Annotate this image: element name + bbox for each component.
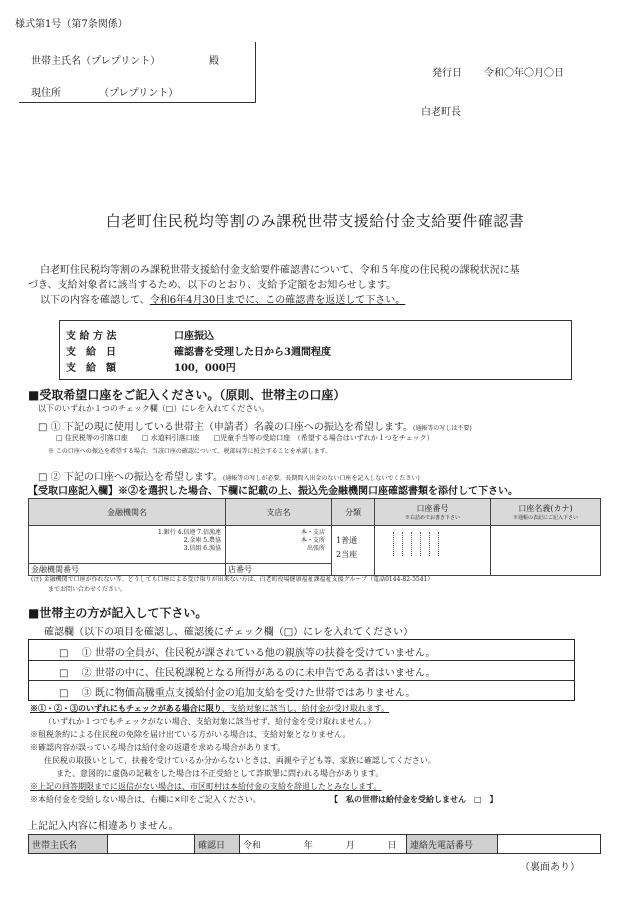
confirm-checkbox-2[interactable]: □ [59, 668, 69, 679]
sig-name-field[interactable] [108, 835, 195, 854]
sig-phone-label: 連絡先電話番号 [407, 835, 498, 854]
col-account-number-note: ※右詰めでお書き下さい [404, 515, 460, 521]
account-holder-cell[interactable] [491, 526, 601, 576]
note-2: （いずれか１つでもチェックがない場合、支給対象に該当せず、給付金を受け取れません。） [44, 717, 376, 726]
col-account-holder-note: ※通帳の表記にご記入下さい [512, 515, 578, 521]
sig-date-field[interactable] [240, 835, 407, 854]
sig-year: 年 [303, 840, 313, 851]
bank-account-table [28, 498, 601, 576]
intro-deadline: 令和6年4月30日までに、この確認書を返送して下さい。 [149, 295, 406, 306]
branch-types-3: 出張所 [306, 545, 325, 552]
payment-amount-label: 支 給 額 [66, 363, 116, 374]
bank-types-2: 2.金庫 5.農協 [183, 537, 221, 544]
confirm-text-3: ③ 既に物価高騰重点支援給付金の追加支給を受けた世帯ではありません。 [81, 688, 416, 699]
option1-checkbox[interactable]: □ [38, 422, 48, 433]
note-6: また、意図的に虚偽の記載をした場合は不正受給として詐欺罪に問われる場合があります。 [56, 769, 384, 778]
bank-types-3: 3.信組 6.漁協 [183, 545, 221, 552]
note-4: ※確認内容が誤っている場合は給付金の返還を求める場合があります。 [30, 743, 286, 752]
confirm-text-1: ① 世帯の全員が、住民税が課されている他の親族等の扶養を受けていません。 [81, 648, 436, 659]
confirm-item-3[interactable] [59, 684, 415, 699]
confirm-item-1[interactable] [59, 644, 435, 659]
option1-sub-options[interactable]: □ 住民税等の引落口座 □ 水道料引落口座 □児童手当等の受給口座 （希望する場合はいずれか１つをチェック） [56, 434, 434, 442]
payment-info-box [59, 320, 572, 380]
note-5: 住民税の取扱いとして、扶養を受けているか分からないときは、両親や子ども等、家族に確認してください。 [44, 756, 436, 765]
issuer-mayor: 白老町長 [421, 107, 461, 118]
option2-checkbox[interactable]: □ [38, 472, 48, 483]
col-account-type: 分類 [332, 499, 375, 526]
option2-row [38, 468, 420, 483]
branch-name-cell[interactable] [226, 526, 332, 564]
col-account-holder-label: 口座名義(カナ) [518, 504, 573, 513]
sig-era: 令和 [243, 840, 262, 851]
option2-text: ② 下記の口座への振込を希望します。 [50, 472, 224, 483]
confirm-checkbox-3[interactable]: □ [59, 688, 69, 699]
address-value: （プレプリント） [99, 88, 179, 99]
col-bank-name: 金融機関名 [29, 499, 226, 526]
note-7: ※上記の回答期限までに返信がない場合は、市区町村は本給付金の支給を辞退したとみなします。 [30, 782, 382, 791]
payment-date-value: 確認書を受理した日から3週間程度 [174, 347, 331, 358]
addressee-name: 世帯主氏名（プレプリント） [31, 56, 161, 67]
section2-heading: ■世帯主の方が記入して下さい。 [28, 606, 208, 620]
option1-note: (通帳等の写しは不要) [413, 425, 472, 432]
confirm-text-2: ② 世帯の中に、住民税課税となる所得があるのに未申告である者はいません。 [81, 668, 436, 679]
bank-note-2: までお問い合わせください。 [48, 586, 127, 593]
signature-table [28, 834, 601, 854]
option1-row [38, 418, 472, 433]
payment-amount-row [66, 359, 236, 374]
bank-note-1: (注) 金融機関で口座が作れない等、どうしても口座による受け取りが出来ない方は、白老町役場健康福祉課福祉支援グループ（電話0144-82-5541） [31, 576, 434, 583]
decline-box[interactable]: 【 私の世帯は給付金を受給しません □ 】 [330, 794, 498, 804]
addressee-box [19, 42, 256, 103]
note-1 [30, 703, 389, 714]
account-type-2: 2当座 [336, 550, 358, 559]
honorific: 殿 [209, 56, 219, 67]
confirm-checkbox-1[interactable]: □ [59, 648, 69, 659]
section1-heading: ■受取希望口座をご記入ください。（原則、世帯主の口座） [28, 388, 346, 402]
col-branch-name: 支店名 [226, 499, 332, 526]
intro-line-1: 白老町住民税均等割のみ課税世帯支援給付金支給要件確認書について、令和５年度の住民税の課税状況に基 [40, 265, 520, 276]
account-type-cell[interactable] [332, 526, 375, 576]
account-number-cell[interactable] [375, 526, 491, 576]
note-8: ※本給付金を受給しない場合は、右欄に×印をご記入ください。 [30, 795, 261, 804]
bank-types-1: 1.銀行 4.信連 7.信漁連 [158, 529, 221, 536]
intro-line-3-prefix: 以下の内容を確認して、 [40, 295, 150, 306]
section2-instruction: 確認欄（以下の項目を確認し、確認後にチェック欄（□）にレを入れてください） [44, 627, 414, 638]
bank-code-label: 金融機関番号 [31, 565, 79, 574]
issue-date-label: 発行日 [432, 68, 462, 79]
payment-amount-value: 100，000円 [174, 363, 236, 374]
address-label: 現住所 [31, 88, 61, 99]
sig-phone-field[interactable] [498, 835, 601, 854]
branch-types-2: 本・支所 [300, 537, 325, 544]
section1-instruction: 以下のいずれか１つのチェック欄（□）にレを入れてください。 [38, 404, 270, 413]
option1-notice: ※ この口座への振込を希望する場合、当該口座の確認について、税部局等に照会することを承諾します。 [48, 448, 332, 455]
intro-line-3 [40, 291, 405, 306]
issue-date-value: 令和〇年〇月〇日 [484, 68, 564, 79]
intro-line-2: づき、支給対象者に該当するため、以下のとおり、支給予定額をお知らせします。 [28, 280, 397, 291]
branch-types-1: 本・支店 [300, 529, 325, 536]
payment-method-label: 支 給 方 法 [66, 331, 117, 342]
payment-date-row [66, 343, 331, 358]
col-account-holder [491, 499, 601, 526]
confirmation-checklist [28, 639, 575, 701]
page-title: 白老町住民税均等割のみ課税世帯支援給付金支給要件確認書 [105, 212, 525, 230]
confirm-statement: 上記記入内容に相違ありません。 [28, 821, 179, 832]
branch-code-label: 店番号 [228, 565, 252, 574]
col-account-number-label: 口座番号 [416, 504, 449, 513]
option2-note: (通帳等の写しが必要。長期間入出金のない口座を記入しないでください) [223, 475, 420, 482]
sig-name-label: 世帯主氏名 [29, 835, 108, 854]
payment-method-value: 口座振込 [174, 331, 214, 342]
note-1-rest: 、支給対象に該当し、給付金が受け取れます。 [221, 704, 390, 713]
sig-day: 日 [387, 840, 397, 851]
sig-month: 月 [345, 840, 355, 851]
back-note: （裏面あり） [520, 862, 580, 873]
account-type-1: 1普通 [336, 536, 358, 545]
payment-method-row [66, 327, 214, 342]
form-number: 様式第1号（第7条関係） [15, 19, 128, 30]
bank-name-cell[interactable] [29, 526, 226, 564]
col-account-number [375, 499, 491, 526]
account-heading: 【受取口座記入欄】※②を選択した場合、下欄に記載の上、振込先金融機関口座確認書類を添付して下さい。 [28, 486, 518, 497]
option1-text: ① 下記の現に使用している世帯主（申請者）名義の口座への振込を希望します。 [50, 422, 414, 433]
note-1-bold: ※①・②・③のいずれにもチェックがある場合に限り [30, 703, 222, 713]
sig-date-label: 確認日 [195, 835, 240, 854]
confirm-item-2[interactable] [59, 664, 435, 679]
note-3: ※租税条約による住民税の免除を届け出ている方がいる場合は、支給対象となりません。 [30, 730, 351, 739]
payment-date-label: 支 給 日 [66, 347, 116, 358]
